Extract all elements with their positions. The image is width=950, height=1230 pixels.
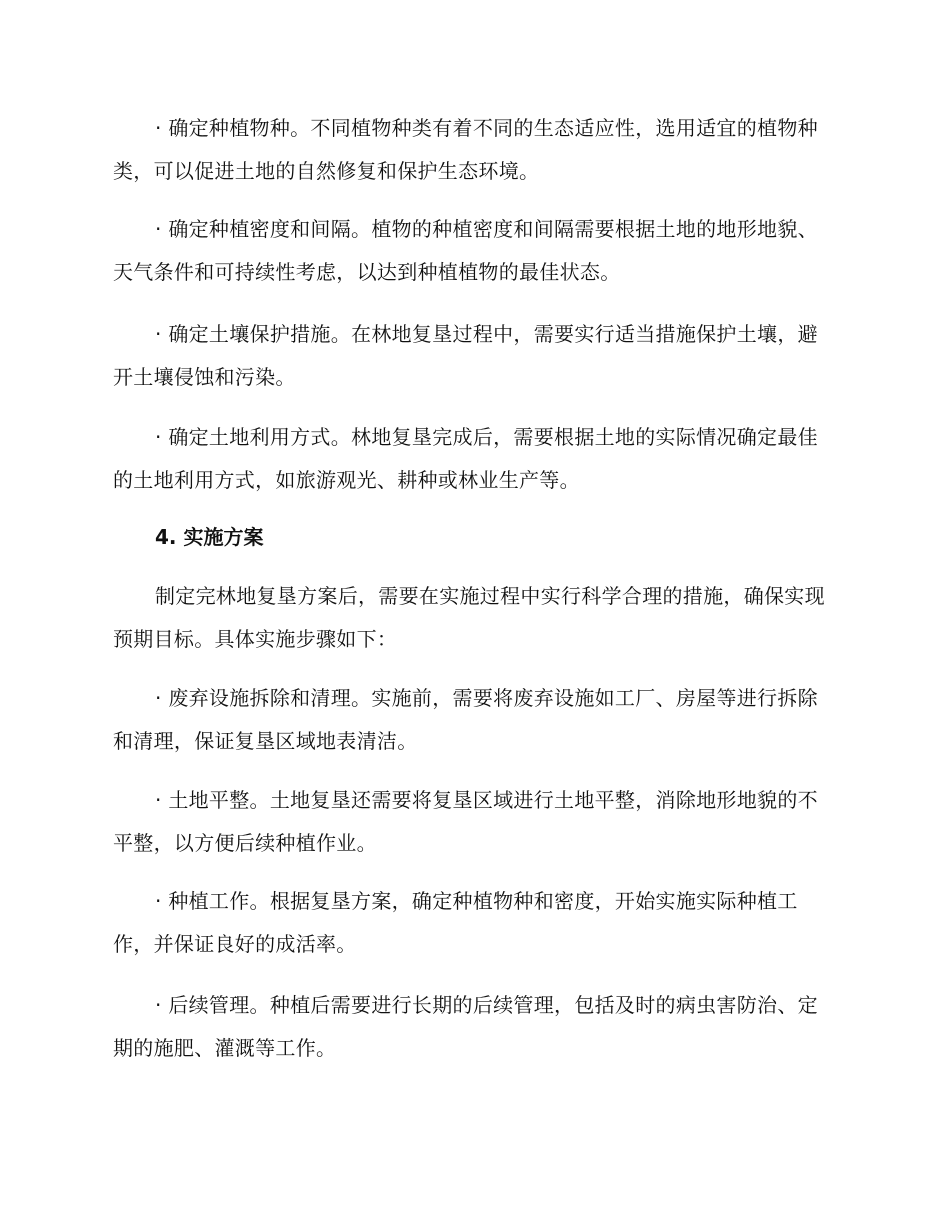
- paragraph-land-use: · 确定土地利用方式。林地复垦完成后，需要根据土地的实际情况确定最佳的土地利用方式，如旅游观光、耕种或林业生产等。: [113, 425, 818, 492]
- paragraph-soil-protection: · 确定土壤保护措施。在林地复垦过程中，需要实行适当措施保护土壤，避开土壤侵蚀和污染。: [113, 322, 818, 389]
- step-follow-up: · 后续管理。种植后需要进行长期的后续管理，包括及时的病虫害防治、定期的施肥、灌溉等工作。: [113, 993, 818, 1060]
- paragraph-planting-density: · 确定种植密度和间隔。植物的种植密度和间隔需要根据土地的地形地貌、天气条件和可持续性考虑，以达到种植植物的最佳状态。: [113, 217, 818, 284]
- step-land-leveling: · 土地平整。土地复垦还需要将复垦区域进行土地平整，消除地形地貌的不平整，以方便后续种植作业。: [113, 788, 818, 855]
- step-planting: · 种植工作。根据复垦方案，确定种植物种和密度，开始实施实际种植工作，并保证良好的成活率。: [113, 889, 798, 956]
- step-demolition: · 废弃设施拆除和清理。实施前，需要将废弃设施如工厂、房屋等进行拆除和清理，保证复垦区域地表清洁。: [113, 686, 818, 753]
- section-heading: 4. 实施方案: [155, 525, 264, 549]
- paragraph-planting-species: · 确定种植物种。不同植物种类有着不同的生态适应性，选用适宜的植物种类，可以促进土地的自然修复和保护生态环境。: [113, 116, 818, 183]
- paragraph-intro: 制定完林地复垦方案后，需要在实施过程中实行科学合理的措施，确保实现预期目标。具体实施步骤如下：: [113, 584, 825, 651]
